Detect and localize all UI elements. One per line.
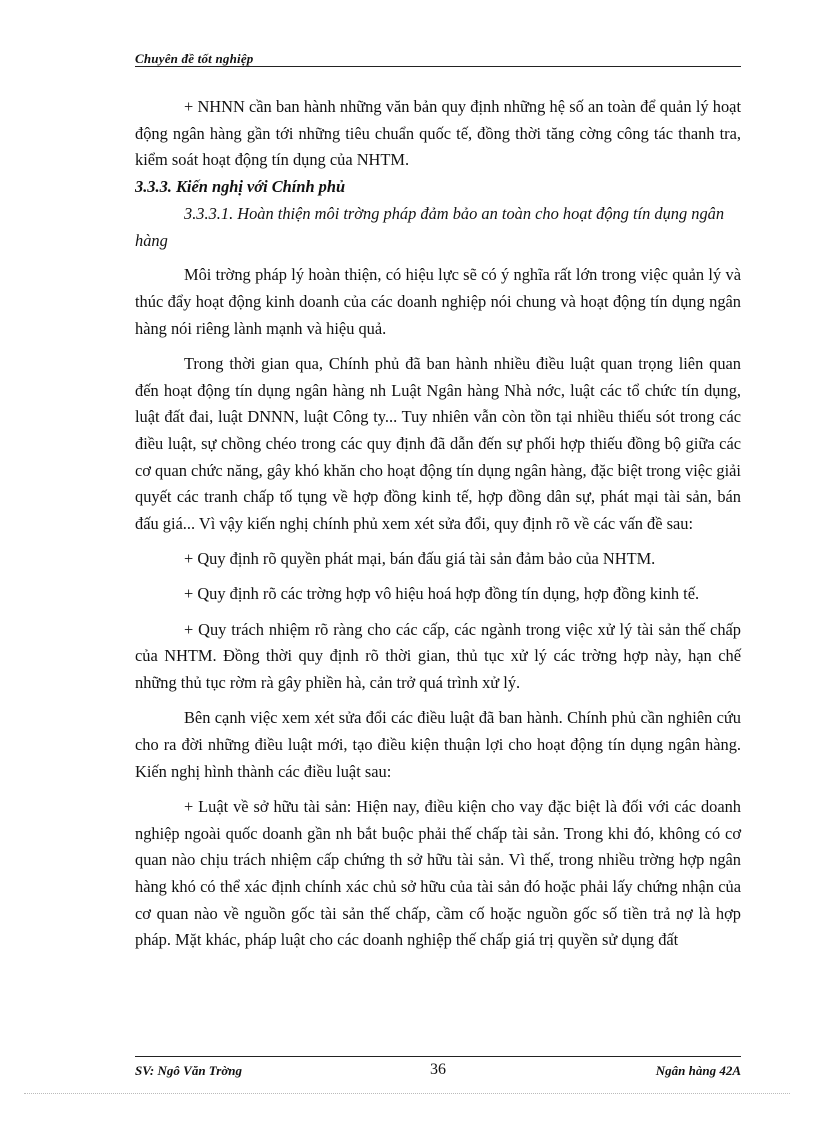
page-body [135, 94, 741, 963]
page-bottom-divider [24, 1093, 790, 1094]
paragraph-3: Trong thời gian qua, Chính phủ đã ban hành nhiều điều luật quan trọng liên quan đến hoạt động tín dụng ngân hàng nh Luật Ngân hàng Nhà nớc, luật các tổ chức tín dụng, luật đất đai, luật DNNN, luật Công ty... Tuy nhiên vẫn còn tồn tại nhiều thiếu sót trong các điều luật, sự chồng chéo trong các quy định đã dẫn đến sự phối hợp thiếu đồng bộ giữa các cơ quan chức năng, gây khó khăn cho hoạt động tín dụng ngân hàng, đặc biệt trong việc giải quyết các tranh chấp tố tụng về hợp đồng kinh tế, hợp đồng dân sự, phát mại tài sản, bán đấu giá... Vì vậy kiến nghị chính phủ xem xét sửa đổi, quy định rõ về các vấn đề sau: [135, 353, 741, 534]
paragraph-6: + Quy trách nhiệm rõ ràng cho các cấp, các ngành trong việc xử lý tài sản thế chấp của NHTM. Đồng thời quy định rõ thời gian, thủ tục xử lý các trờng hợp này, hạn chế những thủ tục rờm rà gây phiền hà, cản trở quá trình xử lý. [135, 619, 741, 693]
footer-class: Ngân hàng 42A [655, 1063, 741, 1078]
paragraph-4: + Quy định rõ quyền phát mại, bán đấu giá tài sản đảm bảo của NHTM. [184, 549, 656, 569]
page-footer [135, 1056, 741, 1083]
paragraph-5: + Quy định rõ các trờng hợp vô hiệu hoá hợp đồng tín dụng, hợp đồng kinh tế. [184, 584, 700, 604]
footer-author: SV: Ngô Văn Trờng [135, 1063, 243, 1078]
subsection-heading: 3.3.3.1. Hoàn thiện môi trờng pháp đảm bảo an toàn cho hoạt động tín dụng ngân hàng [135, 203, 725, 250]
page-number: 36 [430, 1061, 446, 1078]
header-title: Chuyên đề tốt nghiệp [135, 51, 254, 66]
page-header [135, 50, 741, 67]
paragraph-1: + NHNN cần ban hành những văn bản quy định những hệ số an toàn để quản lý hoạt động ngân hàng gần tới những tiêu chuẩn quốc tế, đồng thời tăng cờng công tác thanh tra, kiểm soát hoạt động tín dụng của NHTM. [135, 97, 741, 170]
paragraph-7: Bên cạnh việc xem xét sửa đổi các điều luật đã ban hành. Chính phủ cần nghiên cứu cho ra đời những điều luật mới, tạo điều kiện thuận lợi cho hoạt động tín dụng ngân hàng. Kiến nghị hình thành các điều luật sau: [135, 708, 741, 781]
paragraph-2: Môi trờng pháp lý hoàn thiện, có hiệu lực sẽ có ý nghĩa rất lớn trong việc quản lý và thúc đẩy hoạt động kinh doanh của các doanh nghiệp nói chung và hoạt động tín dụng ngân hàng nói riêng lành mạnh và hiệu quả. [135, 265, 741, 338]
paragraph-8: + Luật về sở hữu tài sản: Hiện nay, điều kiện cho vay đặc biệt là đối với các doanh nghiệp ngoài quốc doanh gần nh bắt buộc phải thế chấp tài sản. Trong khi đó, không có cơ quan nào chịu trách nhiệm cấp chứng th sở hữu tài sản. Vì thế, trong nhiều trờng hợp ngân hàng khó có thể xác định chính xác chủ sở hữu của tài sản đó hoặc phải lấy chứng nhận của cơ quan nào về nguồn gốc tài sản thế chấp, cầm cố hoặc nguồn gốc số tiền trả nợ là hợp pháp. Mặt khác, pháp luật cho các doanh nghiệp thế chấp giá trị quyền sử dụng đất [135, 796, 741, 950]
section-heading: 3.3.3. Kiến nghị với Chính phủ [135, 177, 346, 197]
